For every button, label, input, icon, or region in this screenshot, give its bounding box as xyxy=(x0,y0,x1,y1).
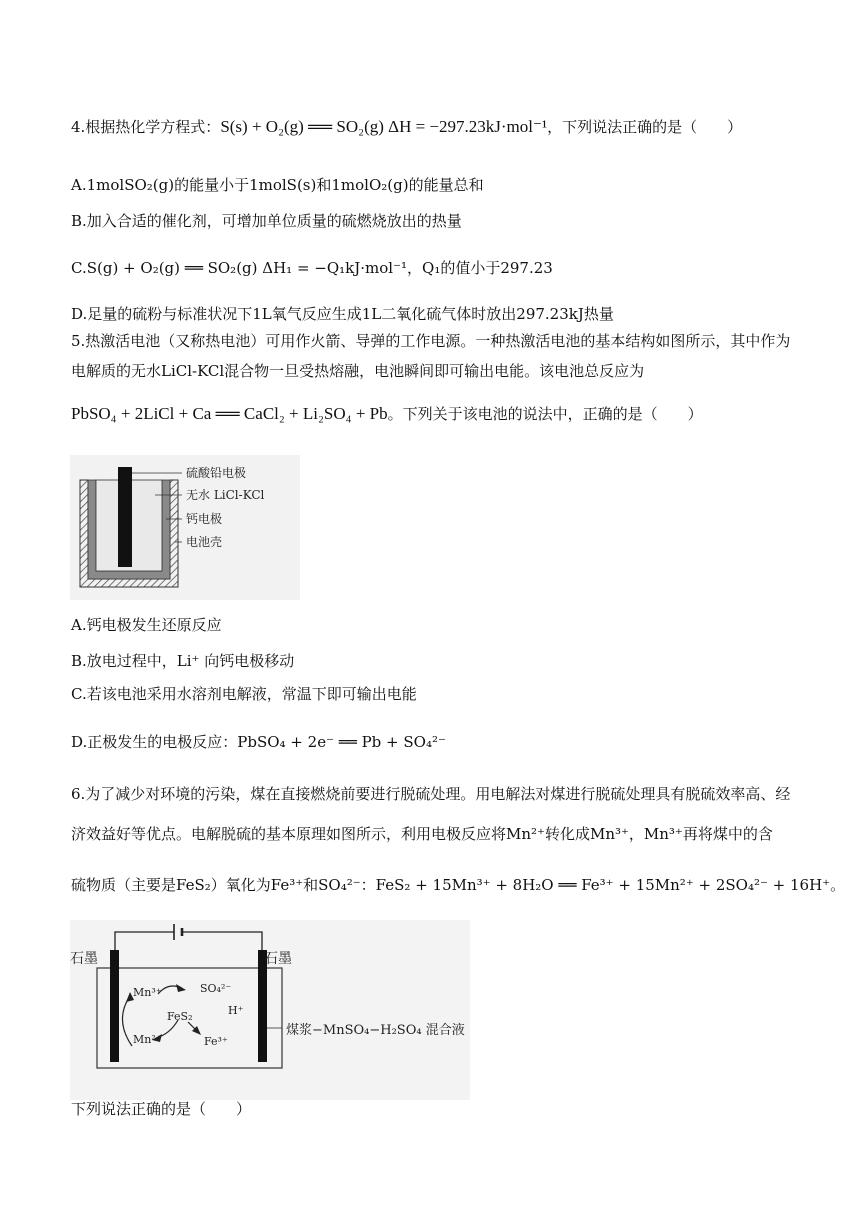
q4-option-a: A.1molSO₂(g)的能量小于1molS(s)和1molO₂(g)的能量总和 xyxy=(71,176,484,194)
q6-stem: 6.为了减少对环境的污染，煤在直接燃烧前要进行脱硫处理。用电解法对煤进行脱硫处理具有脱硫效率高、经济效益好等优点。电解脱硫的基本原理如图所示，利用电极反应将Mn²⁺转化成Mn³⁺，Mn³⁺再将煤中的含 xyxy=(71,785,791,843)
q4-stem xyxy=(71,116,742,138)
q4-option-d: D.足量的硫粉与标准状况下1L氧气反应生成1L二氧化硫气体时放出297.23kJ热量 xyxy=(71,305,614,323)
left-graphite-label: 石墨 xyxy=(70,951,98,967)
battery-label-shell: 电池壳 xyxy=(186,535,223,549)
q5-option-d: D.正极发生的电极反应：PbSO₄ + 2e⁻ ══ Pb + SO₄²⁻ xyxy=(71,733,446,751)
left-graphite-electrode xyxy=(110,950,119,1062)
q5-option-b: B.放电过程中，Li⁺ 向钙电极移动 xyxy=(71,652,295,670)
fig-mixture-label: 煤浆−MnSO₄−H₂SO₄ 混合液 xyxy=(286,1023,465,1038)
q5-option-a: A.钙电极发生还原反应 xyxy=(71,616,222,634)
fig-fe3-label: Fe³⁺ xyxy=(204,1035,228,1048)
q5-stem-eq-line xyxy=(71,403,703,425)
electrolysis-diagram xyxy=(70,920,470,1100)
battery-diagram xyxy=(70,455,300,600)
battery-label-pbso4: 硫酸铅电极 xyxy=(186,466,247,480)
q5-stem-suffix: 。下列关于该电池的说法中，正确的是（ ） xyxy=(387,405,703,423)
battery-label-calcium: 钙电极 xyxy=(186,512,223,526)
q5-equation: PbSO₄ + 2LiCl + Ca ══ CaCl₂ + Li₂SO₄ + Pb xyxy=(71,404,388,423)
right-graphite-label: 石墨 xyxy=(264,951,292,967)
battery-label-electrolyte: 无水 LiCl-KCl xyxy=(186,488,265,502)
q4-option-c: C.S(g) + O₂(g) ══ SO₂(g) ΔH₁ = −Q₁kJ·mol⁻¹，Q₁的值小于297.23 xyxy=(71,259,553,277)
q5-option-c: C.若该电池采用水溶剂电解液，常温下即可输出电能 xyxy=(71,685,417,703)
fig-mn3-label: Mn³⁺ xyxy=(133,986,162,999)
q4-option-b: B.加入合适的催化剂，可增加单位质量的硫燃烧放出的热量 xyxy=(71,212,462,230)
q6-tail: 下列说法正确的是（ ） xyxy=(71,1100,252,1118)
fig-fes2-label: FeS₂ xyxy=(167,1010,193,1023)
q4-stem-prefix: 4.根据热化学方程式： xyxy=(71,118,221,136)
fig-so4-label: SO₄²⁻ xyxy=(200,982,232,995)
q5-stem: 5.热激活电池（又称热电池）可用作火箭、导弹的工作电源。一种热激活电池的基本结构如图所示，其中作为电解质的无水LiCl-KCl混合物一旦受热熔融，电池瞬间即可输出电能。该电池总反应为 xyxy=(71,332,791,380)
q4-equation: S(s) + O₂(g) ══ SO₂(g) ΔH = −297.23kJ·mol⁻¹ xyxy=(220,117,548,136)
q6-stem-line2: 硫物质（主要是FeS₂）氧化为Fe³⁺和SO₄²⁻：FeS₂ + 15Mn³⁺ + 8H₂O ══ Fe³⁺ + 15Mn²⁺ + 2SO₄²⁻ + 16H⁺。 xyxy=(71,876,846,894)
fig-mn2-label: Mn²⁺ xyxy=(133,1033,162,1046)
fig-h-label: H⁺ xyxy=(228,1004,244,1017)
q4-stem-suffix: ，下列说法正确的是（ ） xyxy=(547,118,743,136)
lead-sulfate-electrode xyxy=(118,467,132,567)
